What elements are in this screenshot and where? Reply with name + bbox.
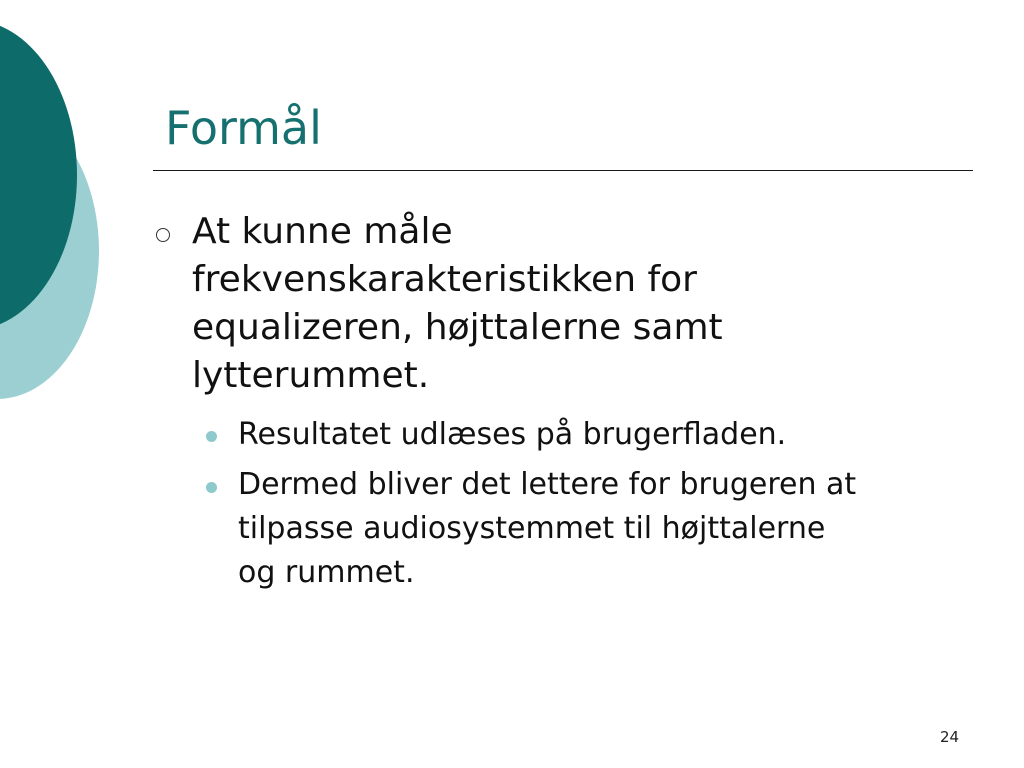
sub-bullet-line: Resultatet udlæses på brugerfladen. (238, 417, 787, 452)
page-number: 24 (940, 728, 960, 746)
filled-dot-bullet-icon (206, 482, 217, 493)
main-bullet-line: frekvenskarakteristikken for (192, 259, 697, 300)
main-bullet-line: At kunne måle (192, 211, 453, 252)
sub-bullet-line: tilpasse audiosystemmet til højttalerne (238, 511, 826, 546)
sub-bullet-line: og rummet. (238, 555, 415, 590)
main-bullet-text (192, 208, 952, 400)
slide-title: Formål (165, 101, 322, 155)
title-divider (153, 170, 973, 171)
main-bullet-line: lytterummet. (192, 355, 430, 396)
sub-bullet-text (238, 413, 998, 457)
sub-bullet-text (238, 463, 998, 595)
sub-bullet-line: Dermed bliver det lettere for brugeren at (238, 467, 857, 502)
main-bullet-line: equalizeren, højttalerne samt (192, 307, 723, 348)
filled-dot-bullet-icon (206, 431, 217, 442)
hollow-circle-bullet-icon (156, 228, 170, 242)
